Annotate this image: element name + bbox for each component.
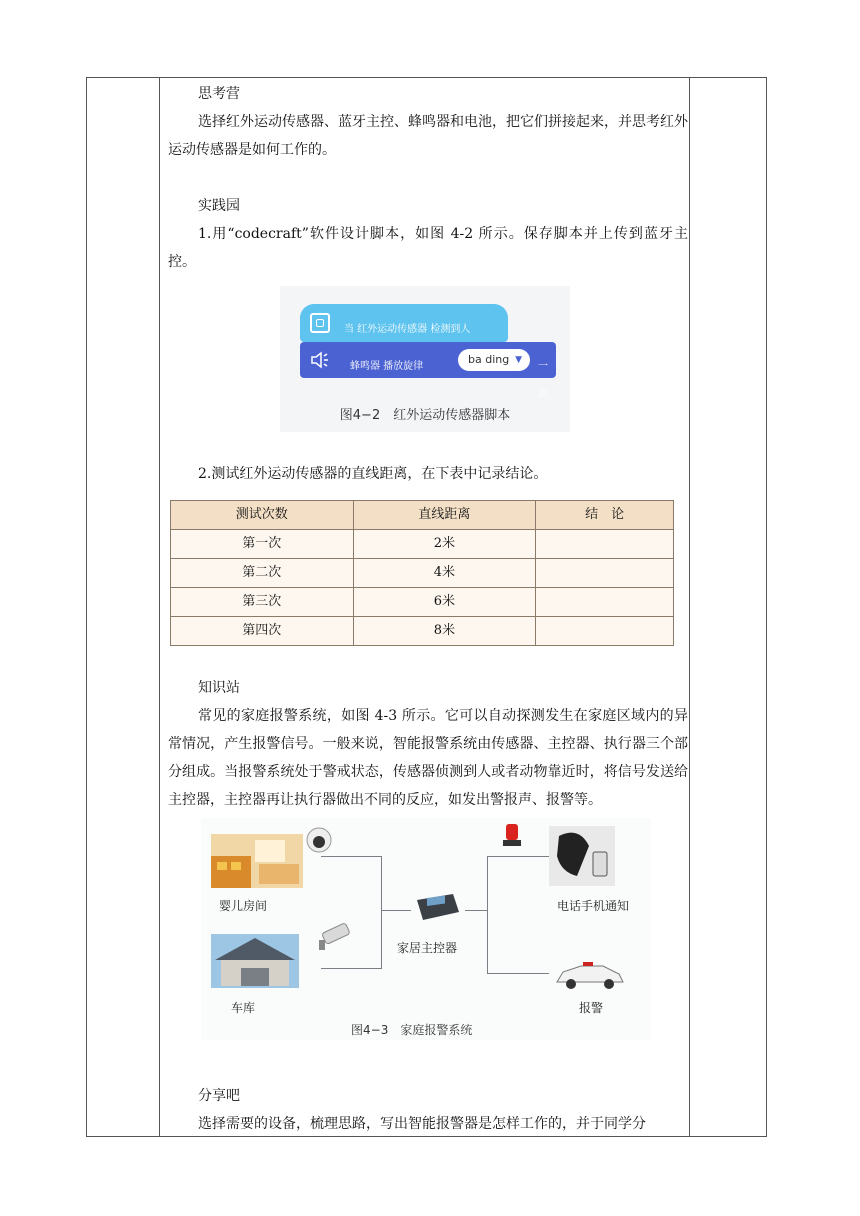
- event-block-text: 当 红外运动传感器 检测到人: [344, 324, 471, 335]
- dropdown-arrow-icon: ▼: [515, 355, 522, 365]
- knowledge-text: 常见的家庭报警系统，如图 4-3 所示。它可以自动探测发生在家庭区域内的异常情况，产生报警信号。一般来说，智能报警系统由传感器、主控器、执行器三个部分组成。当报警系统处于警戒状态，传感器侦测到人或者动物靠近时，将信号发送给主控器，主控器再让执行器做出不同的反应，如发出警报声、报警等。: [168, 708, 688, 808]
- thinking-text: 选择红外运动传感器、蓝牙主控、蜂鸣器和电池，把它们拼接起来，并思考红外运动传感器是如何工作的。: [168, 114, 688, 158]
- lesson-content: [168, 80, 688, 1138]
- label-garage: 车库: [231, 1001, 256, 1015]
- sensor-icon: [310, 313, 330, 333]
- label-controller: 家居主控器: [397, 941, 458, 955]
- figure-4-3-caption: 图4−3 家庭报警系统: [351, 1023, 473, 1037]
- table-row: [171, 530, 674, 559]
- table-cell: 8米: [353, 617, 536, 646]
- table-cell: 2米: [353, 530, 536, 559]
- table-cell: [536, 530, 674, 559]
- table-header: 测试次数: [171, 501, 354, 530]
- action-block-label: 蜂鸣器 播放旋律: [350, 361, 424, 372]
- action-block-suffix: 一次: [538, 361, 548, 400]
- practice-step2: 2.测试红外运动传感器的直线距离，在下表中记录结论。: [198, 466, 548, 482]
- phone-image: [549, 826, 615, 886]
- practice-step1: 1.用“codecraft”软件设计脚本，如图 4-2 所示。保存脚本并上传到蓝牙主控。: [168, 226, 688, 270]
- table-row: [171, 617, 674, 646]
- dome-camera-icon: [305, 826, 333, 854]
- action-block: [300, 342, 556, 400]
- heading-knowledge: 知识站: [198, 680, 240, 696]
- table-cell: 6米: [353, 588, 536, 617]
- table-cell: 第三次: [171, 588, 354, 617]
- police-car-icon: [553, 958, 627, 992]
- heading-practice: 实践园: [198, 198, 240, 214]
- melody-dropdown: [458, 349, 530, 371]
- nursery-room-image: [211, 834, 303, 888]
- column-divider-right: [689, 77, 690, 1137]
- figure-4-2-caption: 图4−2 红外运动传感器脚本: [339, 408, 511, 423]
- garage-image: [211, 934, 299, 988]
- figure-4-2-script: [280, 286, 570, 432]
- speaker-icon: [310, 351, 332, 369]
- label-phone: 电话手机通知: [557, 899, 630, 913]
- label-alarm: 报警: [579, 1001, 604, 1015]
- share-text: 选择需要的设备，梳理思路，写出智能报警器是怎样工作的，并于同学分: [198, 1116, 646, 1132]
- distance-test-table: [170, 500, 674, 646]
- table-cell: 第四次: [171, 617, 354, 646]
- column-divider-left: [159, 77, 160, 1137]
- bullet-camera-icon: [315, 914, 355, 954]
- label-nursery: 婴儿房间: [219, 899, 268, 913]
- table-row: [171, 588, 674, 617]
- table-cell: [536, 617, 674, 646]
- figure-4-3-alarm-system: [201, 818, 651, 1040]
- heading-share: 分享吧: [198, 1088, 240, 1104]
- heading-thinking: 思考营: [198, 86, 240, 102]
- table-cell: [536, 559, 674, 588]
- siren-icon: [501, 822, 523, 848]
- table-header: 直线距离: [353, 501, 536, 530]
- table-cell: [536, 588, 674, 617]
- home-controller-icon: [413, 890, 461, 924]
- melody-dropdown-value: ba ding: [468, 353, 510, 366]
- table-row: [171, 559, 674, 588]
- table-cell: 第一次: [171, 530, 354, 559]
- event-block: [300, 304, 508, 342]
- table-cell: 4米: [353, 559, 536, 588]
- table-header: 结 论: [536, 501, 674, 530]
- table-cell: 第二次: [171, 559, 354, 588]
